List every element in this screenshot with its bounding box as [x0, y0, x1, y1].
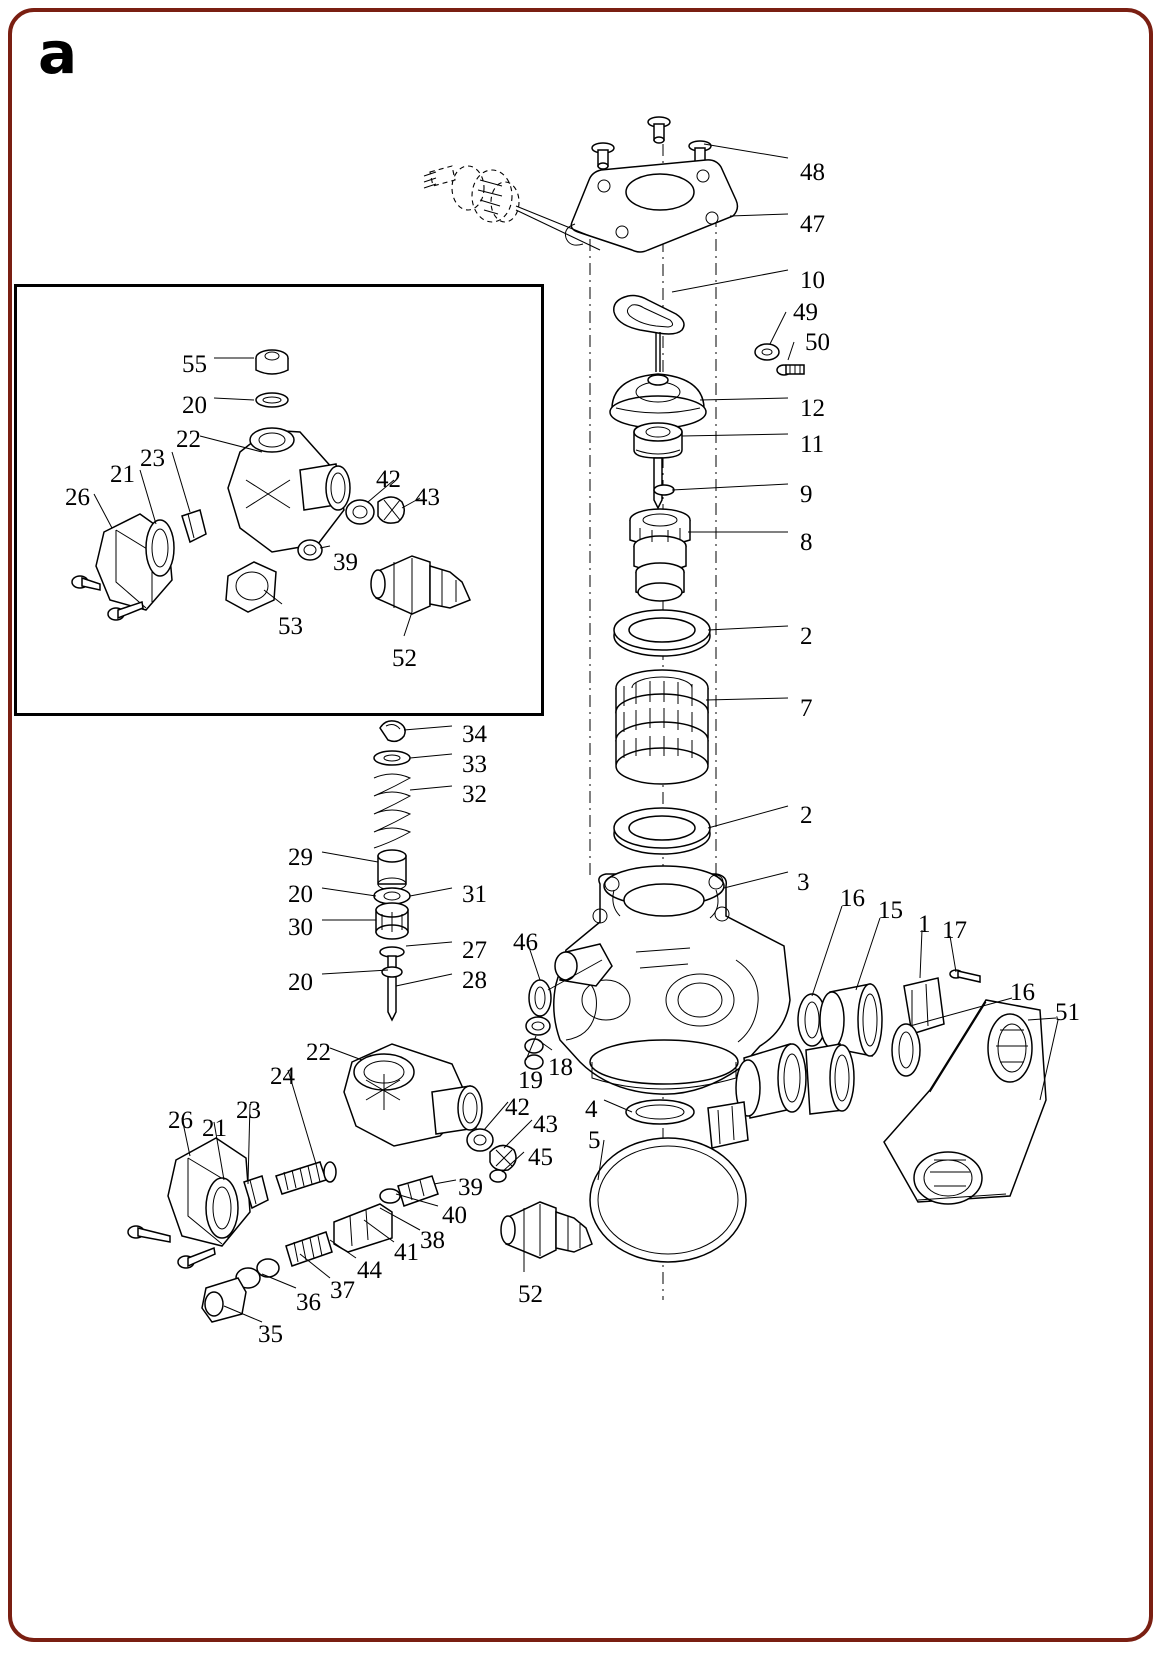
part-7-bellows [616, 670, 708, 784]
callout-21-lower: 21 [202, 1115, 227, 1142]
callout-24: 24 [270, 1063, 295, 1090]
callout-30: 30 [288, 914, 313, 941]
part-10-lever-loop [614, 296, 684, 373]
callout-39-lower: 39 [458, 1174, 483, 1201]
callout-19: 19 [518, 1067, 543, 1094]
callout-51: 51 [1055, 999, 1080, 1026]
callout-48: 48 [800, 159, 825, 186]
inset-callout-22: 22 [176, 426, 201, 453]
inset-callout-23: 23 [140, 445, 165, 472]
callout-50: 50 [805, 329, 830, 356]
callout-52-lower: 52 [518, 1281, 543, 1308]
callout-16-upper: 16 [840, 885, 865, 912]
inset-callout-42: 42 [376, 466, 401, 493]
part-12-diaphragm [610, 374, 706, 428]
callout-49: 49 [793, 299, 818, 326]
callout-11: 11 [800, 431, 825, 458]
callout-26-lower: 26 [168, 1107, 193, 1134]
callout-35: 35 [258, 1321, 283, 1348]
callout-4: 4 [585, 1096, 598, 1123]
callout-43-lower: 43 [533, 1111, 558, 1138]
part-52-hose-barb-lower [501, 1202, 592, 1258]
callout-16-lower: 16 [1010, 979, 1035, 1006]
part-11-collar [634, 423, 682, 458]
callout-18: 18 [548, 1054, 573, 1081]
valve-stack-parts [374, 721, 410, 1020]
callout-40: 40 [442, 1202, 467, 1229]
part-47-flange-plate [565, 160, 737, 252]
callout-1: 1 [918, 911, 931, 938]
callout-20-a: 20 [288, 881, 313, 908]
callout-12: 12 [800, 395, 825, 422]
inset-callout-39: 39 [333, 549, 358, 576]
callout-45: 45 [528, 1144, 553, 1171]
part-9-stem [654, 458, 674, 508]
callout-22-lower: 22 [306, 1039, 331, 1066]
inset-callout-55: 55 [182, 351, 207, 378]
callout-27: 27 [462, 937, 487, 964]
callout-23-lower: 23 [236, 1097, 261, 1124]
callout-42-lower: 42 [505, 1094, 530, 1121]
callout-2-lower: 2 [800, 802, 813, 829]
callout-33: 33 [462, 751, 487, 778]
callout-8: 8 [800, 529, 813, 556]
callout-20-b: 20 [288, 969, 313, 996]
callout-15: 15 [878, 897, 903, 924]
inset-callout-20: 20 [182, 392, 207, 419]
callout-9: 9 [800, 481, 813, 508]
callout-32: 32 [462, 781, 487, 808]
callout-37: 37 [330, 1277, 355, 1304]
callout-2-upper: 2 [800, 623, 813, 650]
callout-29: 29 [288, 844, 313, 871]
inset-callout-53: 53 [278, 613, 303, 640]
inset-callout-21: 21 [110, 461, 135, 488]
callout-47: 47 [800, 211, 825, 238]
callout-38: 38 [420, 1227, 445, 1254]
part-2-ring-upper [614, 610, 710, 656]
inset-callout-26: 26 [65, 484, 90, 511]
callout-34: 34 [462, 721, 487, 748]
callout-7: 7 [800, 695, 813, 722]
part-2-ring-lower [614, 808, 710, 854]
callout-17: 17 [942, 917, 967, 944]
callout-10: 10 [800, 267, 825, 294]
figure-letter: a [38, 19, 78, 87]
callout-44: 44 [357, 1257, 382, 1284]
inset-callout-43: 43 [415, 484, 440, 511]
callout-36: 36 [296, 1289, 321, 1316]
callout-28: 28 [462, 967, 487, 994]
part-8-spool [630, 509, 690, 601]
part-49-50-washer-screw [755, 344, 804, 375]
callout-41: 41 [394, 1239, 419, 1266]
inset-callout-52: 52 [392, 645, 417, 672]
callout-46: 46 [513, 929, 538, 956]
callout-31: 31 [462, 881, 487, 908]
cam-shaft-dashed [424, 166, 519, 222]
callout-3: 3 [797, 869, 810, 896]
callout-5: 5 [588, 1127, 601, 1154]
